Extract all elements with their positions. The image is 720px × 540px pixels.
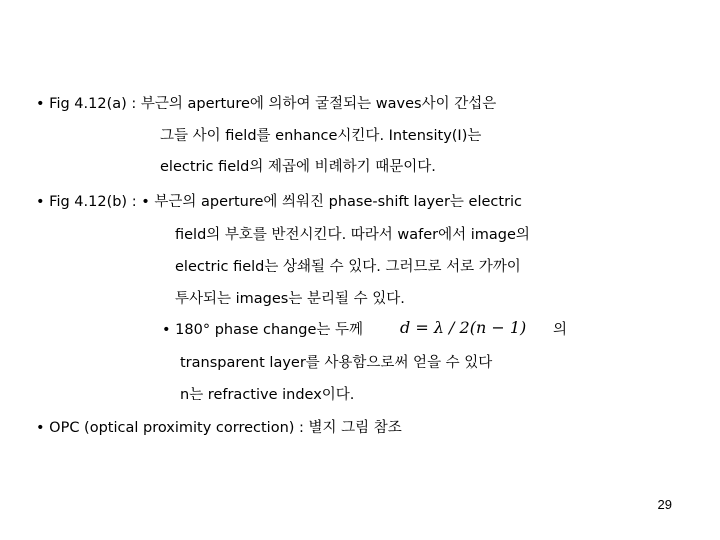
phase-change-line-2: transparent layer를 사용함으로써 얻을 수 있다 <box>180 355 493 371</box>
fig-4-12b-line-3: electric field는 상쇄될 수 있다. 그러므로 서로 가까이 <box>175 259 521 275</box>
bullet-fig-4-12b: • Fig 4.12(b) : • 부근의 aperture에 씌워진 phase-shift layer는 electric <box>36 194 523 210</box>
fig-4-12b-line-4: 투사되는 images는 분리될 수 있다. <box>175 291 405 307</box>
thickness-formula: d = λ / 2(n − 1) <box>400 318 527 337</box>
page-number: 29 <box>657 497 672 512</box>
fig-4-12a-line-3: electric field의 제곱에 비례하기 때문이다. <box>160 159 436 175</box>
phase-change-suffix: 의 <box>553 322 568 338</box>
sub-bullet-phase-change: • 180° phase change는 두께 <box>162 322 364 338</box>
bullet-fig-4-12a: • Fig 4.12(a) : 부근의 aperture에 의하여 굴절되는 waves사이 간섭은 <box>36 96 497 112</box>
bullet-opc: • OPC (optical proximity correction) : 별지 그림 참조 <box>36 420 402 436</box>
fig-4-12b-line-2: field의 부호를 반전시킨다. 따라서 wafer에서 image의 <box>175 227 530 243</box>
fig-4-12a-line-2: 그들 사이 field를 enhance시킨다. Intensity(I)는 <box>160 128 482 144</box>
refractive-index-note: n는 refractive index이다. <box>180 387 355 403</box>
